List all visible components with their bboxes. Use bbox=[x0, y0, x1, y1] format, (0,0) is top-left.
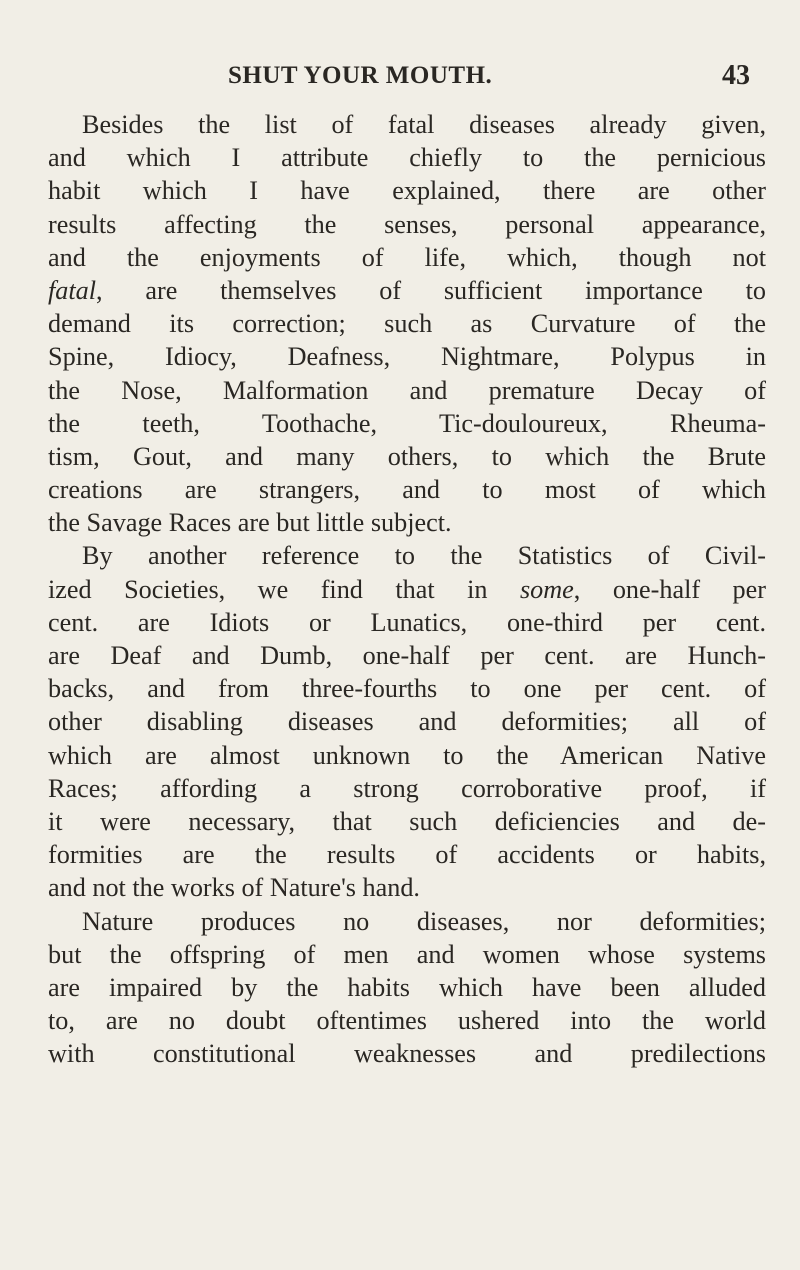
text-line: Nature produces no diseases, nor deformities; bbox=[82, 906, 766, 936]
text-line: demand its correction; such as Curvature of the bbox=[48, 309, 766, 339]
text-line: By another reference to the Statistics of Civil- bbox=[82, 541, 766, 571]
paragraph-3 bbox=[48, 905, 766, 1071]
text-line-italic-start: fatal, are themselves of sufficient importance to bbox=[48, 275, 766, 305]
text-line: Besides the list of fatal diseases already given, bbox=[82, 110, 766, 139]
text-line: habit which I have explained, there are other bbox=[48, 176, 766, 206]
text-line: other disabling diseases and deformities; all of bbox=[48, 707, 766, 737]
text-line: and not the works of Nature's hand. bbox=[48, 873, 420, 903]
text-line: creations are strangers, and to most of which bbox=[48, 475, 766, 505]
body-text bbox=[48, 108, 766, 1070]
text-line: are Deaf and Dumb, one-half per cent. are Hunch- bbox=[48, 641, 766, 670]
text-line: to, are no doubt oftentimes ushered into the world bbox=[48, 1006, 766, 1036]
text-line: and which I attribute chiefly to the pernicious bbox=[48, 143, 766, 173]
text-line: with constitutional weaknesses and predilections bbox=[48, 1039, 766, 1069]
text-line: Spine, Idiocy, Deafness, Nightmare, Polypus in bbox=[48, 342, 766, 372]
text-line: Races; affording a strong corroborative proof, if bbox=[48, 773, 766, 803]
running-head-title: SHUT YOUR MOUTH. bbox=[228, 62, 493, 89]
text-line: the teeth, Toothache, Tic-douloureux, Rheuma- bbox=[48, 408, 766, 438]
text-line: the Nose, Malformation and premature Decay of bbox=[48, 375, 766, 405]
text-line: cent. are Idiots or Lunatics, one-third per cent. bbox=[48, 607, 766, 637]
running-head bbox=[0, 62, 800, 98]
italic-word: fatal bbox=[48, 275, 97, 305]
text-line: which are almost unknown to the American Native bbox=[48, 740, 766, 770]
text-line: and the enjoyments of life, which, though not bbox=[48, 242, 766, 272]
text-line: formities are the results of accidents or habits, bbox=[48, 840, 766, 870]
text-line: results affecting the senses, personal appearance, bbox=[48, 209, 766, 239]
text-line: are impaired by the habits which have been alluded bbox=[48, 972, 766, 1002]
paragraph-1 bbox=[48, 108, 766, 539]
page-number: 43 bbox=[722, 60, 750, 91]
text-line: it were necessary, that such deficiencies and de- bbox=[48, 806, 766, 836]
text-line: the Savage Races are but little subject. bbox=[48, 508, 452, 538]
text-line: backs, and from three-fourths to one per cent. of bbox=[48, 674, 766, 704]
italic-word: some bbox=[519, 574, 574, 604]
text-line: but the offspring of men and women whose systems bbox=[48, 939, 766, 969]
text-line-italic-word: ized Societies, we find that in some, one-half per bbox=[48, 574, 766, 604]
text-line: tism, Gout, and many others, to which the Brute bbox=[48, 441, 766, 471]
paragraph-2 bbox=[48, 539, 766, 904]
